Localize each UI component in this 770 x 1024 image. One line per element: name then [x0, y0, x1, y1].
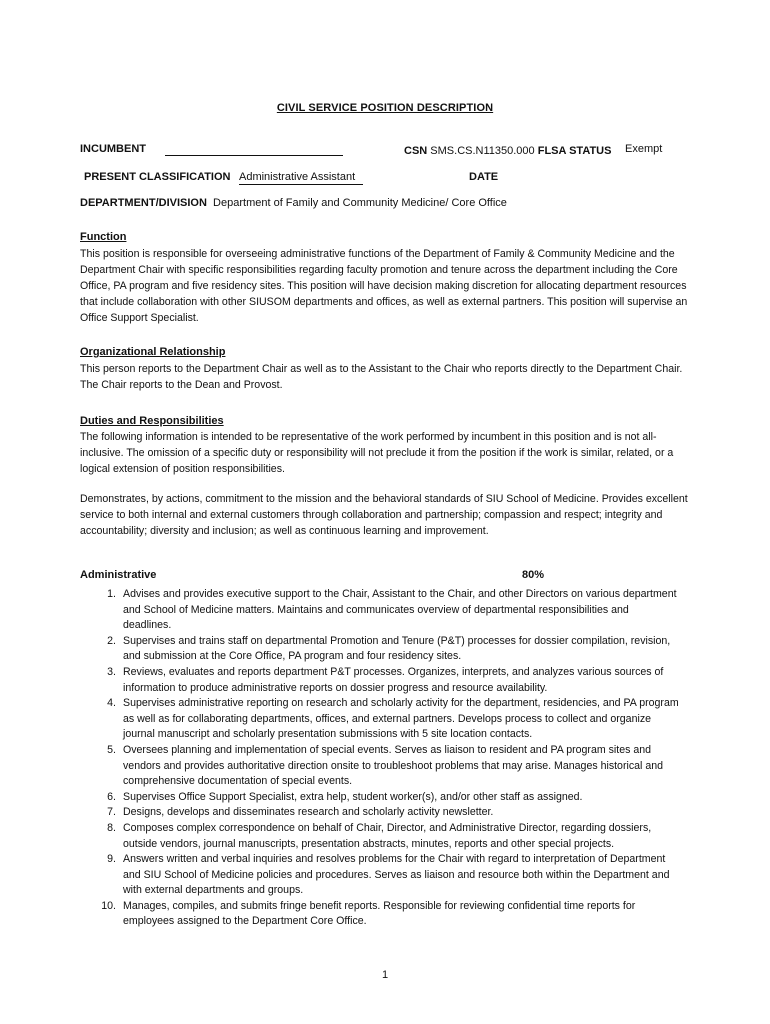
duties-intro — [80, 429, 690, 477]
administrative-row — [80, 569, 560, 581]
list-item-number: 10. — [101, 899, 116, 912]
department-value: Department of Family and Community Medicine/ Core Office — [213, 197, 507, 209]
list-item — [80, 587, 680, 634]
classification-label: PRESENT CLASSIFICATION — [84, 171, 231, 183]
list-item-text: Answers written and verbal inquiries and resolves problems for the Chair with regard to interpretation of Department and SIU School of Medicine policies and procedures. Serves as liaison and resource both within the Department and with external departments and groups. — [123, 853, 670, 897]
list-item-text: Manages, compiles, and submits fringe benefit reports. Responsible for reviewing confidential time reports for employees assigned to the Department Core Office. — [123, 899, 636, 928]
list-item-number: 3. — [107, 665, 116, 678]
values-paragraph: Demonstrates, by actions, commitment to the mission and the behavioral standards of SIU School of Medicine. Provides excellent service to both internal and external customers through collaboration and partnership; compassion and respect; integrity and accountability; diversity and inclusion; as well as continuous learning and improvement. — [80, 493, 688, 537]
duties-intro-paragraph: The following information is intended to be representative of the work performed by incumbent in this position and is not all-inclusive. The omission of a specific duty or responsibility will not preclude it from the position if the work is similar, related, or a logical extension of position responsibilities. — [80, 431, 674, 475]
function-text — [80, 246, 690, 326]
list-item-text: Supervises and trains staff on departmental Promotion and Tenure (P&T) processes for dossier compilation, revision, and submission at the Core Office, PA program and four residency sites. — [123, 634, 671, 663]
list-item-number: 2. — [107, 634, 116, 647]
csn-value: SMS.CS.N11350.000 — [430, 145, 535, 157]
list-item — [80, 634, 680, 665]
list-item-number: 9. — [107, 853, 116, 866]
list-item-text: Reviews, evaluates and reports department P&T processes. Organizes, interprets, and analyzes various sources of information to produce administrative reports on dossier progress and resource availability. — [123, 665, 664, 694]
list-item — [80, 899, 680, 930]
incumbent-blank-line — [165, 142, 343, 156]
list-item-text: Supervises Office Support Specialist, extra help, student worker(s), and/or other staff as assigned. — [123, 790, 583, 803]
administrative-label: Administrative — [80, 569, 157, 581]
list-item-number: 6. — [107, 790, 116, 803]
department-label: DEPARTMENT/DIVISION — [80, 197, 207, 209]
list-item — [80, 743, 680, 790]
csn-label: CSN — [404, 145, 428, 157]
function-heading: Function — [80, 231, 127, 243]
flsa-label: FLSA STATUS — [537, 145, 612, 157]
list-item-text: Advises and provides executive support to the Chair, Assistant to the Chair, and other Directors on various department and School of Medicine matters. Maintains and communicates overview of departmental responsibilities and deadlines. — [123, 588, 677, 632]
list-item-number: 7. — [107, 806, 116, 819]
list-item-number: 8. — [107, 821, 116, 834]
organizational-text — [80, 361, 690, 393]
list-item — [80, 696, 680, 743]
page-number: 1 — [381, 969, 389, 981]
department-field — [80, 197, 507, 209]
flsa-value: Exempt — [625, 143, 663, 155]
list-item-text: Designs, develops and disseminates research and scholarly activity newsletter. — [123, 806, 494, 819]
list-item-number: 4. — [107, 697, 116, 710]
document-title: CIVIL SERVICE POSITION DESCRIPTION — [276, 102, 494, 114]
organizational-heading: Organizational Relationship — [80, 346, 226, 358]
list-item-text: Oversees planning and implementation of special events. Serves as liaison to resident and PA program sites and vendors and provides authoritative direction onsite to troubleshoot problems that may arise. Manages historical and comprehensive documentation of special events. — [123, 743, 663, 788]
incumbent-label: INCUMBENT — [80, 143, 146, 155]
list-item — [80, 665, 680, 696]
list-item-number: 5. — [107, 743, 116, 756]
list-item — [80, 790, 680, 806]
duties-list — [80, 587, 680, 930]
organizational-paragraph: This person reports to the Department Chair as well as to the Assistant to the Chair who reports directly to the Department Chair. The Chair reports to the Dean and Provost. — [80, 363, 683, 391]
list-item — [80, 852, 680, 899]
duties-heading: Duties and Responsibilities — [80, 415, 224, 427]
csn-field — [404, 145, 611, 157]
date-label: DATE — [469, 171, 499, 183]
function-paragraph: This position is responsible for overseeing administrative functions of the Department of Family & Community Medicine and the Department Chair with specific responsibilities regarding faculty promotion and tenure across the department including the Core Office, PA program and five residency sites. This position will have decision making discretion for allocating department resources that include collaboration with other SIUSOM departments and offices, as well as external partners. This position will supervise an Office Support Specialist. — [80, 248, 688, 324]
administrative-percent: 80% — [522, 569, 545, 581]
list-item-text: Composes complex correspondence on behalf of Chair, Director, and Administrative Director, regarding dossiers, outside vendors, journal manuscripts, presentation abstracts, minutes, reports and other special projects. — [123, 821, 652, 850]
list-item-text: Supervises administrative reporting on research and scholarly activity for the department, residencies, and PA program as well as for collaborating departments, offices, and external partners. Develops process to collect and organize journal manuscript and scholarly presentation submissions with 5 site location contacts. — [123, 697, 679, 741]
list-item-number: 1. — [107, 588, 116, 600]
list-item — [80, 821, 680, 852]
classification-value: Administrative Assistant — [239, 171, 363, 185]
list-item — [80, 805, 680, 821]
values-text — [80, 491, 690, 539]
